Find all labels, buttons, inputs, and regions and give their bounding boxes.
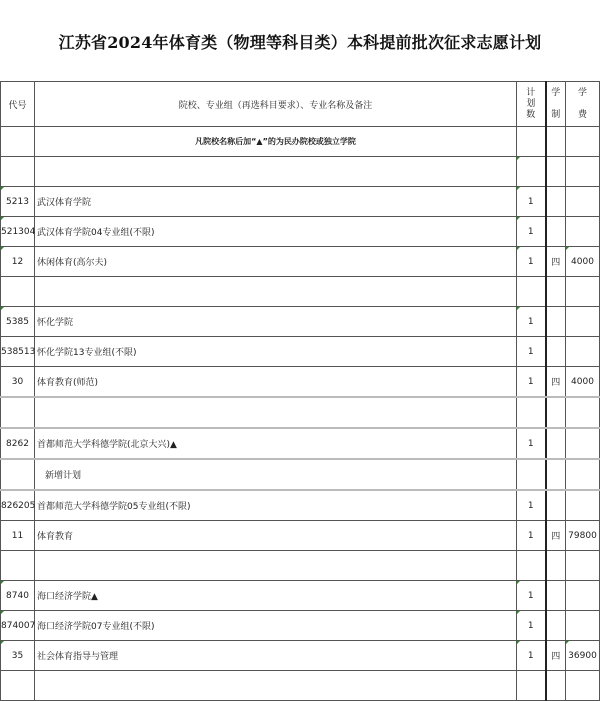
comment-marker-icon — [517, 157, 520, 160]
table-row: 35 社会体育指导与管理 1 四 36900 — [1, 641, 600, 671]
comment-marker-icon — [1, 217, 4, 220]
table-row: 874007 海口经济学院07专业组(不限) 1 — [1, 611, 600, 641]
header-name: 院校、专业组（再选科目要求）、专业名称及备注 — [35, 82, 517, 127]
page-title: 江苏省2024年体育类（物理等科目类）本科提前批次征求志愿计划 — [58, 33, 542, 52]
table-row: 12 休闲体育(高尔夫) 1 四 4000 — [1, 247, 600, 277]
header-fee: 学费 — [566, 82, 600, 127]
table-row: 8262 首都师范大学科德学院(北京大兴)▲ 1 — [1, 428, 600, 459]
table-row: 826205 首都师范大学科德学院05专业组(不限) 1 — [1, 490, 600, 521]
table-row: 8740 海口经济学院▲ 1 — [1, 581, 600, 611]
enrollment-plan-table — [0, 81, 600, 701]
table-row — [1, 277, 600, 307]
comment-marker-icon — [517, 581, 520, 584]
comment-marker-icon — [1, 307, 4, 310]
comment-marker-icon — [1, 187, 4, 190]
table-row: 30 体育教育(师范) 1 四 4000 — [1, 367, 600, 398]
comment-marker-icon — [1, 611, 4, 614]
table-row — [1, 397, 600, 428]
table-row — [1, 671, 600, 701]
header-duration: 学制 — [546, 82, 566, 127]
table-row — [1, 157, 600, 187]
table-row — [1, 551, 600, 581]
notice-text: 凡院校名称后加“▲”的为民办院校或独立学院 — [35, 127, 517, 157]
table-row: 新增计划 — [1, 459, 600, 490]
header-plan-count: 计划数 — [517, 82, 546, 127]
header-code: 代号 — [1, 82, 35, 127]
comment-marker-icon — [1, 247, 4, 250]
comment-marker-icon — [566, 247, 569, 250]
comment-marker-icon — [1, 581, 4, 584]
comment-marker-icon — [517, 187, 520, 190]
table-row: 538513 怀化学院13专业组(不限) 1 — [1, 337, 600, 367]
comment-marker-icon — [517, 611, 520, 614]
comment-marker-icon — [517, 641, 520, 644]
table-row: 5213 武汉体育学院 1 — [1, 187, 600, 217]
table-row: 521304 武汉体育学院04专业组(不限) 1 — [1, 217, 600, 247]
notice-row — [1, 127, 600, 157]
table-row: 5385 怀化学院 1 — [1, 307, 600, 337]
comment-marker-icon — [566, 641, 569, 644]
comment-marker-icon — [517, 247, 520, 250]
comment-marker-icon — [517, 307, 520, 310]
table-header-row — [1, 82, 600, 127]
table-row: 11 体育教育 1 四 79800 — [1, 521, 600, 551]
comment-marker-icon — [517, 217, 520, 220]
comment-marker-icon — [1, 641, 4, 644]
